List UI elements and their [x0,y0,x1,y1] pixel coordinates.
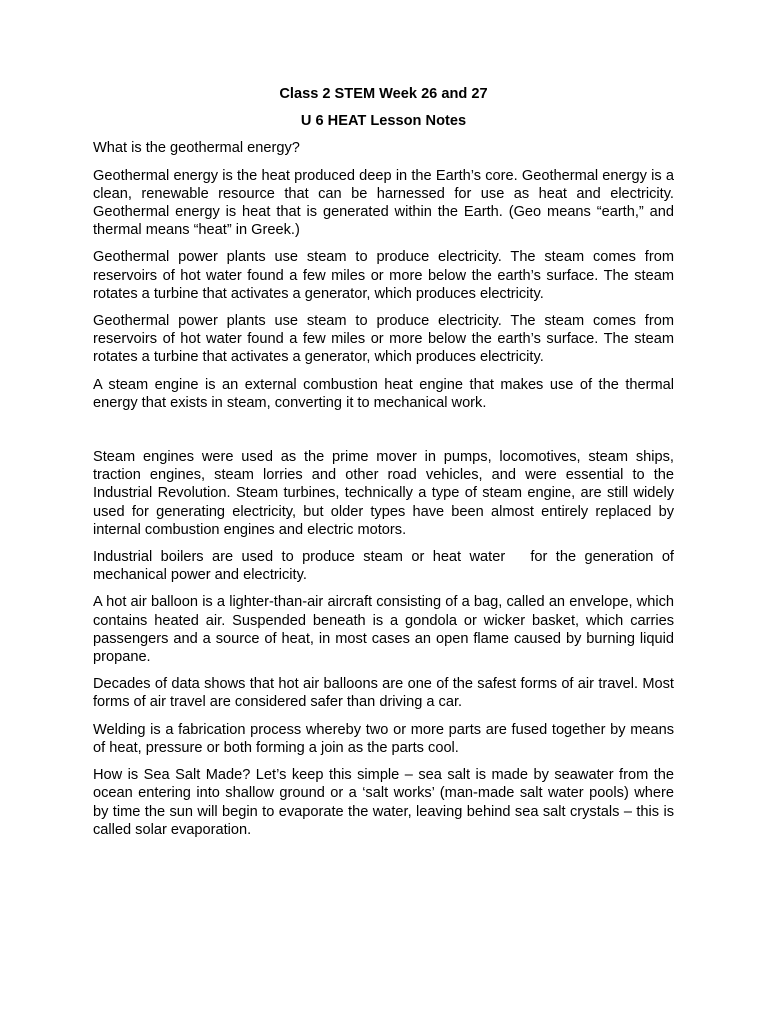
document-title: Class 2 STEM Week 26 and 27 [279,86,488,102]
paragraph-hot-air-balloon: A hot air balloon is a lighter-than-air aircraft consisting of a bag, called an envelope, which contains heated air. Suspended beneath is a gondola or wicker basket, which carries passengers and a source of heat, in most cases an open flame caused by burning liquid propane. [93,594,674,666]
paragraph-steam-engine: A steam engine is an external combustion heat engine that makes use of the thermal energy that exists in steam, converting it to mechanical work. [93,376,674,411]
paragraph-industrial-boilers: Industrial boilers are used to produce steam or heat water for the generation of mechanical power and electricity. [93,549,679,584]
spacer [93,421,674,448]
paragraph-welding: Welding is a fabrication process whereby two or more parts are fused together by means of heat, pressure or both forming a join as the parts cool. [93,721,674,756]
paragraph-sea-salt: How is Sea Salt Made? Let’s keep this simple – sea salt is made by seawater from the ocean entering into shallow ground or a ‘salt works’ (man-made salt water pools) where by time the sun will begin to evaporate the water, leaving behind sea salt crystals – this is called solar evaporation. [93,767,674,838]
document-subtitle: U 6 HEAT Lesson Notes [300,113,467,130]
paragraph-steam-engine-uses: Steam engines were used as the prime mover in pumps, locomotives, steam ships, traction engines, steam lorries and other road vehicles, and were essential to the Industrial Revolution. Steam turbines, technically a type of steam engine, are still widely used for generating electricity, but older types have been almost entirely replaced by internal combustion engines and electric motors. [93,449,674,538]
paragraph-balloon-safety: Decades of data shows that hot air balloons are one of the safest forms of air travel. Most forms of air travel are considered safer than driving a car. [93,676,674,711]
paragraph-geothermal-power-plants: Geothermal power plants use steam to produce electricity. The steam comes from reservoirs of hot water found a few miles or more below the earth’s surface. The steam rotates a turbine that activates a generator, which produces electricity. [93,249,674,302]
paragraph-geothermal-power-plants-repeat: Geothermal power plants use steam to produce electricity. The steam comes from reservoirs of hot water found a few miles or more below the earth’s surface. The steam rotates a turbine that activates a generator, which produces electricity. [93,313,674,366]
document-body [93,85,679,848]
question-heading: What is the geothermal energy? [93,140,300,157]
paragraph-geothermal-definition: Geothermal energy is the heat produced deep in the Earth’s core. Geothermal energy is a clean, renewable resource that can be harnessed for use as heat and electricity. Geothermal energy is heat that is generated within the Earth. (Geo means “earth,” and thermal means “heat” in Greek.) [93,167,674,239]
